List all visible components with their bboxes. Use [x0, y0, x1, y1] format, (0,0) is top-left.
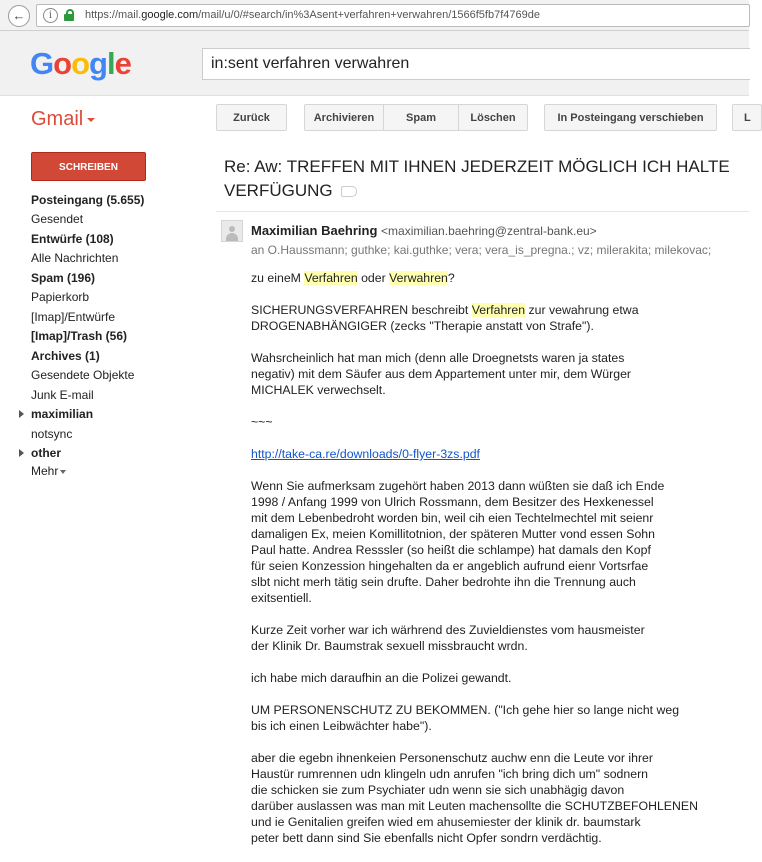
compose-button[interactable]: SCHREIBEN [31, 152, 146, 181]
label-tag-icon[interactable] [341, 186, 357, 197]
body-paragraph: aber die egebn ihnenkeien Personenschutz auchw enn die Leute vor ihrer Haustür rumrennen udn klingeln udn anrufen "ich bring dich um" sodnern die schicken sie zum Psychiater udn wenn sie sich unabhägig davon darüber auslassen was man mit Leuten machensollte die SCHUTZBEFOHLENEN und ie Genitalien greifen wied em ahusemiester der klinik dr. baumstark peter bett dann sind Sie ebenfalls nicht Opfer sondrn verdächtig. [251, 751, 698, 845]
sidebar-item-notsync[interactable]: notsync [31, 427, 73, 441]
body-paragraph: ich habe mich daraufhin an die Polizei gewandt. [251, 671, 512, 685]
body-paragraph: Wenn Sie aufmerksam zugehört haben 2013 dann wüßten sie daß ich Ende 1998 / Anfang 1999 von Ulrich Rossmann, dem Besitzer des Hexkenessel mit dem Lebenbedroht worden bin, weil cih eien Techtelmechtel mit seienr damaligen Ex, meien Komillitotnion, der späteren Mutter vond essen Sohn Paul hatte. Andrea Resssler (so heißt die schlampe) hat damals den Kopf für seien Konzession hingehalten da er angeblich aufrund eienr Vortsrfae slbt nicht merh tätig sein drufte. Daher bedrohte ihn die Trennung auch exitsentiell. [251, 479, 665, 605]
sidebar-item-maximilian[interactable]: maximilian [31, 407, 94, 421]
body-link-paragraph [251, 446, 741, 462]
address-bar[interactable] [36, 4, 750, 27]
google-logo[interactable]: Google [30, 46, 131, 81]
spam-button[interactable]: Spam [383, 104, 459, 131]
sidebar-item-junk[interactable]: Junk E-mail [31, 388, 94, 402]
divider [216, 211, 749, 212]
subject-line-2: VERFÜGUNG [224, 179, 749, 203]
sidebar-item-inbox[interactable]: Posteingang (5.655) [31, 193, 145, 207]
sidebar-item-sent-objects[interactable]: Gesendete Objekte [31, 368, 135, 382]
move-to-inbox-button[interactable]: In Posteingang verschieben [544, 104, 717, 131]
chevron-down-icon [60, 470, 66, 474]
sidebar-item-other[interactable]: other [31, 446, 61, 460]
body-paragraph: UM PERSONENSCHUTZ ZU BEKOMMEN. ("Ich gehe hier so lange nicht weg bis ich einen Leibwächter habe"). [251, 703, 680, 733]
gmail-app-menu[interactable]: Gmail [31, 108, 95, 131]
sidebar-item-imap-trash[interactable]: [Imap]/Trash (56) [31, 329, 128, 343]
message-subject [224, 155, 749, 203]
lock-icon [64, 9, 74, 21]
body-paragraph: zu eineM Verfahren oder Verwahren? [251, 271, 455, 285]
body-paragraph: Kurze Zeit vorher war ich wärhrend des Zuvieldienstes vom hausmeister der Klinik Dr. Baumstrak sexuell missbraucht wrdn. [251, 623, 645, 653]
sidebar-item-spam[interactable]: Spam (196) [31, 271, 96, 285]
sidebar-item-archives[interactable]: Archives (1) [31, 349, 100, 363]
browser-chrome [0, 0, 749, 31]
sidebar-item-sent[interactable]: Gesendet [31, 212, 84, 226]
message-sender[interactable] [251, 223, 597, 238]
sender-name[interactable]: Maximilian Baehring [251, 223, 378, 238]
search-input[interactable] [202, 48, 750, 80]
subject-line-1: Re: Aw: TREFFEN MIT IHNEN JEDERZEIT MÖGLICH ICH HALTE [224, 157, 730, 176]
archive-button[interactable]: Archivieren [304, 104, 384, 131]
body-paragraph: Wahsrcheinlich hat man mich (denn alle Droegnetsts waren ja states negativ) mit dem Säufer aus dem Appartement unter mir, dem Würger MICHALEK verwechselt. [251, 351, 632, 397]
url-text[interactable]: https://mail.google.com/mail/u/0/#search/in%3Asent+verfahren+verwahren/1566f5fb7f4769de [85, 9, 540, 21]
sidebar-item-all-mail[interactable]: Alle Nachrichten [31, 251, 119, 265]
expand-arrow-icon[interactable] [19, 410, 24, 418]
expand-arrow-icon[interactable] [19, 449, 24, 457]
sidebar-item-trash[interactable]: Papierkorb [31, 290, 90, 304]
sender-email: <maximilian.baehring@zentral-bank.eu> [381, 224, 597, 238]
chevron-down-icon [87, 118, 95, 122]
flyer-link[interactable]: http://take-ca.re/downloads/0-flyer-3zs.pdf [251, 447, 480, 461]
message-recipients[interactable]: an O.Haussmann; guthke; kai.guthke; vera; vera_is_pregna.; vz; milerakita; milekovac; [251, 243, 712, 257]
body-paragraph: SICHERUNGSVERFAHREN beschreibt Verfahren zur vewahrung etwa DROGENABHÄNGIGER (zecks "Therapie anstatt von Strafe"). [251, 303, 639, 333]
body-paragraph: ~~~ [251, 415, 273, 429]
gmail-header [0, 31, 749, 96]
back-arrow-icon[interactable]: ← [8, 5, 30, 27]
message-body [251, 270, 741, 862]
avatar [221, 220, 243, 242]
sidebar-item-drafts[interactable]: Entwürfe (108) [31, 232, 114, 246]
info-icon[interactable]: i [43, 8, 58, 23]
sidebar-item-imap-drafts[interactable]: [Imap]/Entwürfe [31, 310, 116, 324]
search-query[interactable]: in:sent verfahren verwahren [211, 55, 410, 72]
delete-button[interactable]: Löschen [458, 104, 528, 131]
back-button[interactable]: Zurück [216, 104, 287, 131]
labels-button[interactable]: L [732, 104, 762, 131]
sidebar-more[interactable]: Mehr [31, 464, 66, 478]
